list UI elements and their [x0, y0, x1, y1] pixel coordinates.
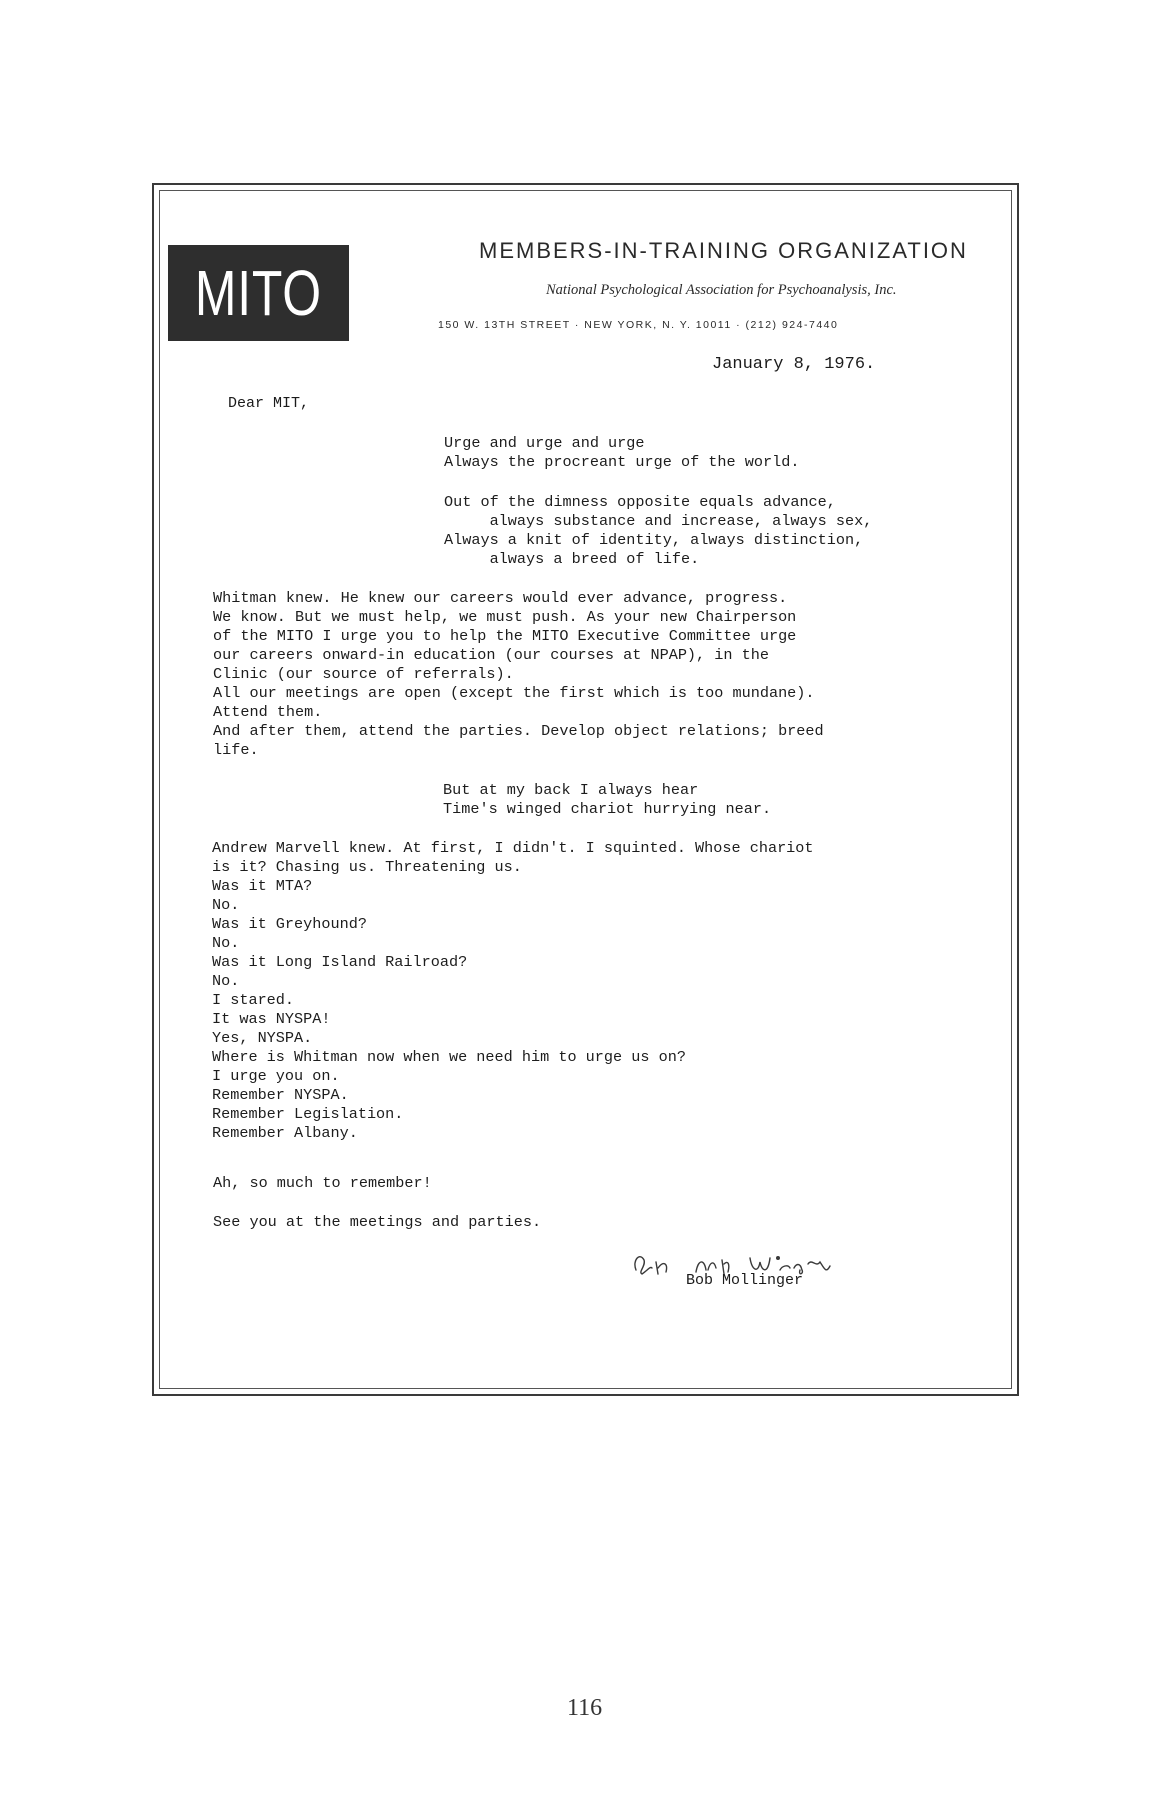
- logo-text: MITO: [195, 257, 322, 329]
- body-paragraph-2: Andrew Marvell knew. At first, I didn't. I squinted. Whose chariot is it? Chasing us. Threatening us. Was it MTA? No. Was it Greyhound? No. Was it Long Island Railroad? No. I stared. It was NYSPA! Yes, NYSPA. Where is Whitman now when we need him to urge us on? I urge you on. Remember NYSPA. Remember Legislation. Remember Albany.: [212, 839, 814, 1142]
- poem-quote-2: Out of the dimness opposite equals advance, always substance and increase, always sex, Always a knit of identity, always distinction, always a breed of life.: [444, 493, 873, 568]
- letter-date: January 8, 1976.: [712, 355, 876, 374]
- organization-subtitle: National Psychological Association for Psychoanalysis, Inc.: [546, 282, 897, 298]
- salutation: Dear MIT,: [228, 395, 310, 412]
- signer-name: Bob Mollinger: [686, 1272, 804, 1289]
- poem-quote-1: Urge and urge and urge Always the procreant urge of the world.: [444, 434, 800, 471]
- body-paragraph-1: Whitman knew. He knew our careers would ever advance, progress. We know. But we must help, we must push. As your new Chairperson of the MITO I urge you to help the MITO Executive Committee urge our careers onward-in education (our courses at NPAP), in the Clinic (our source of referrals). All our meetings are open (except the first which is too mundane). Attend them. And after them, attend the parties. Develop object relations; breed life.: [213, 589, 824, 759]
- organization-name: MEMBERS-IN-TRAINING ORGANIZATION: [479, 238, 968, 263]
- poem-quote-3: But at my back I always hear Time's winged chariot hurrying near.: [443, 781, 772, 818]
- closing-line-2: See you at the meetings and parties.: [213, 1213, 542, 1231]
- closing-line-1: Ah, so much to remember!: [213, 1174, 432, 1192]
- page-number: 116: [567, 1695, 603, 1721]
- organization-address: 150 W. 13TH STREET · NEW YORK, N. Y. 10011 · (212) 924-7440: [438, 319, 839, 331]
- mito-logo: [168, 245, 349, 341]
